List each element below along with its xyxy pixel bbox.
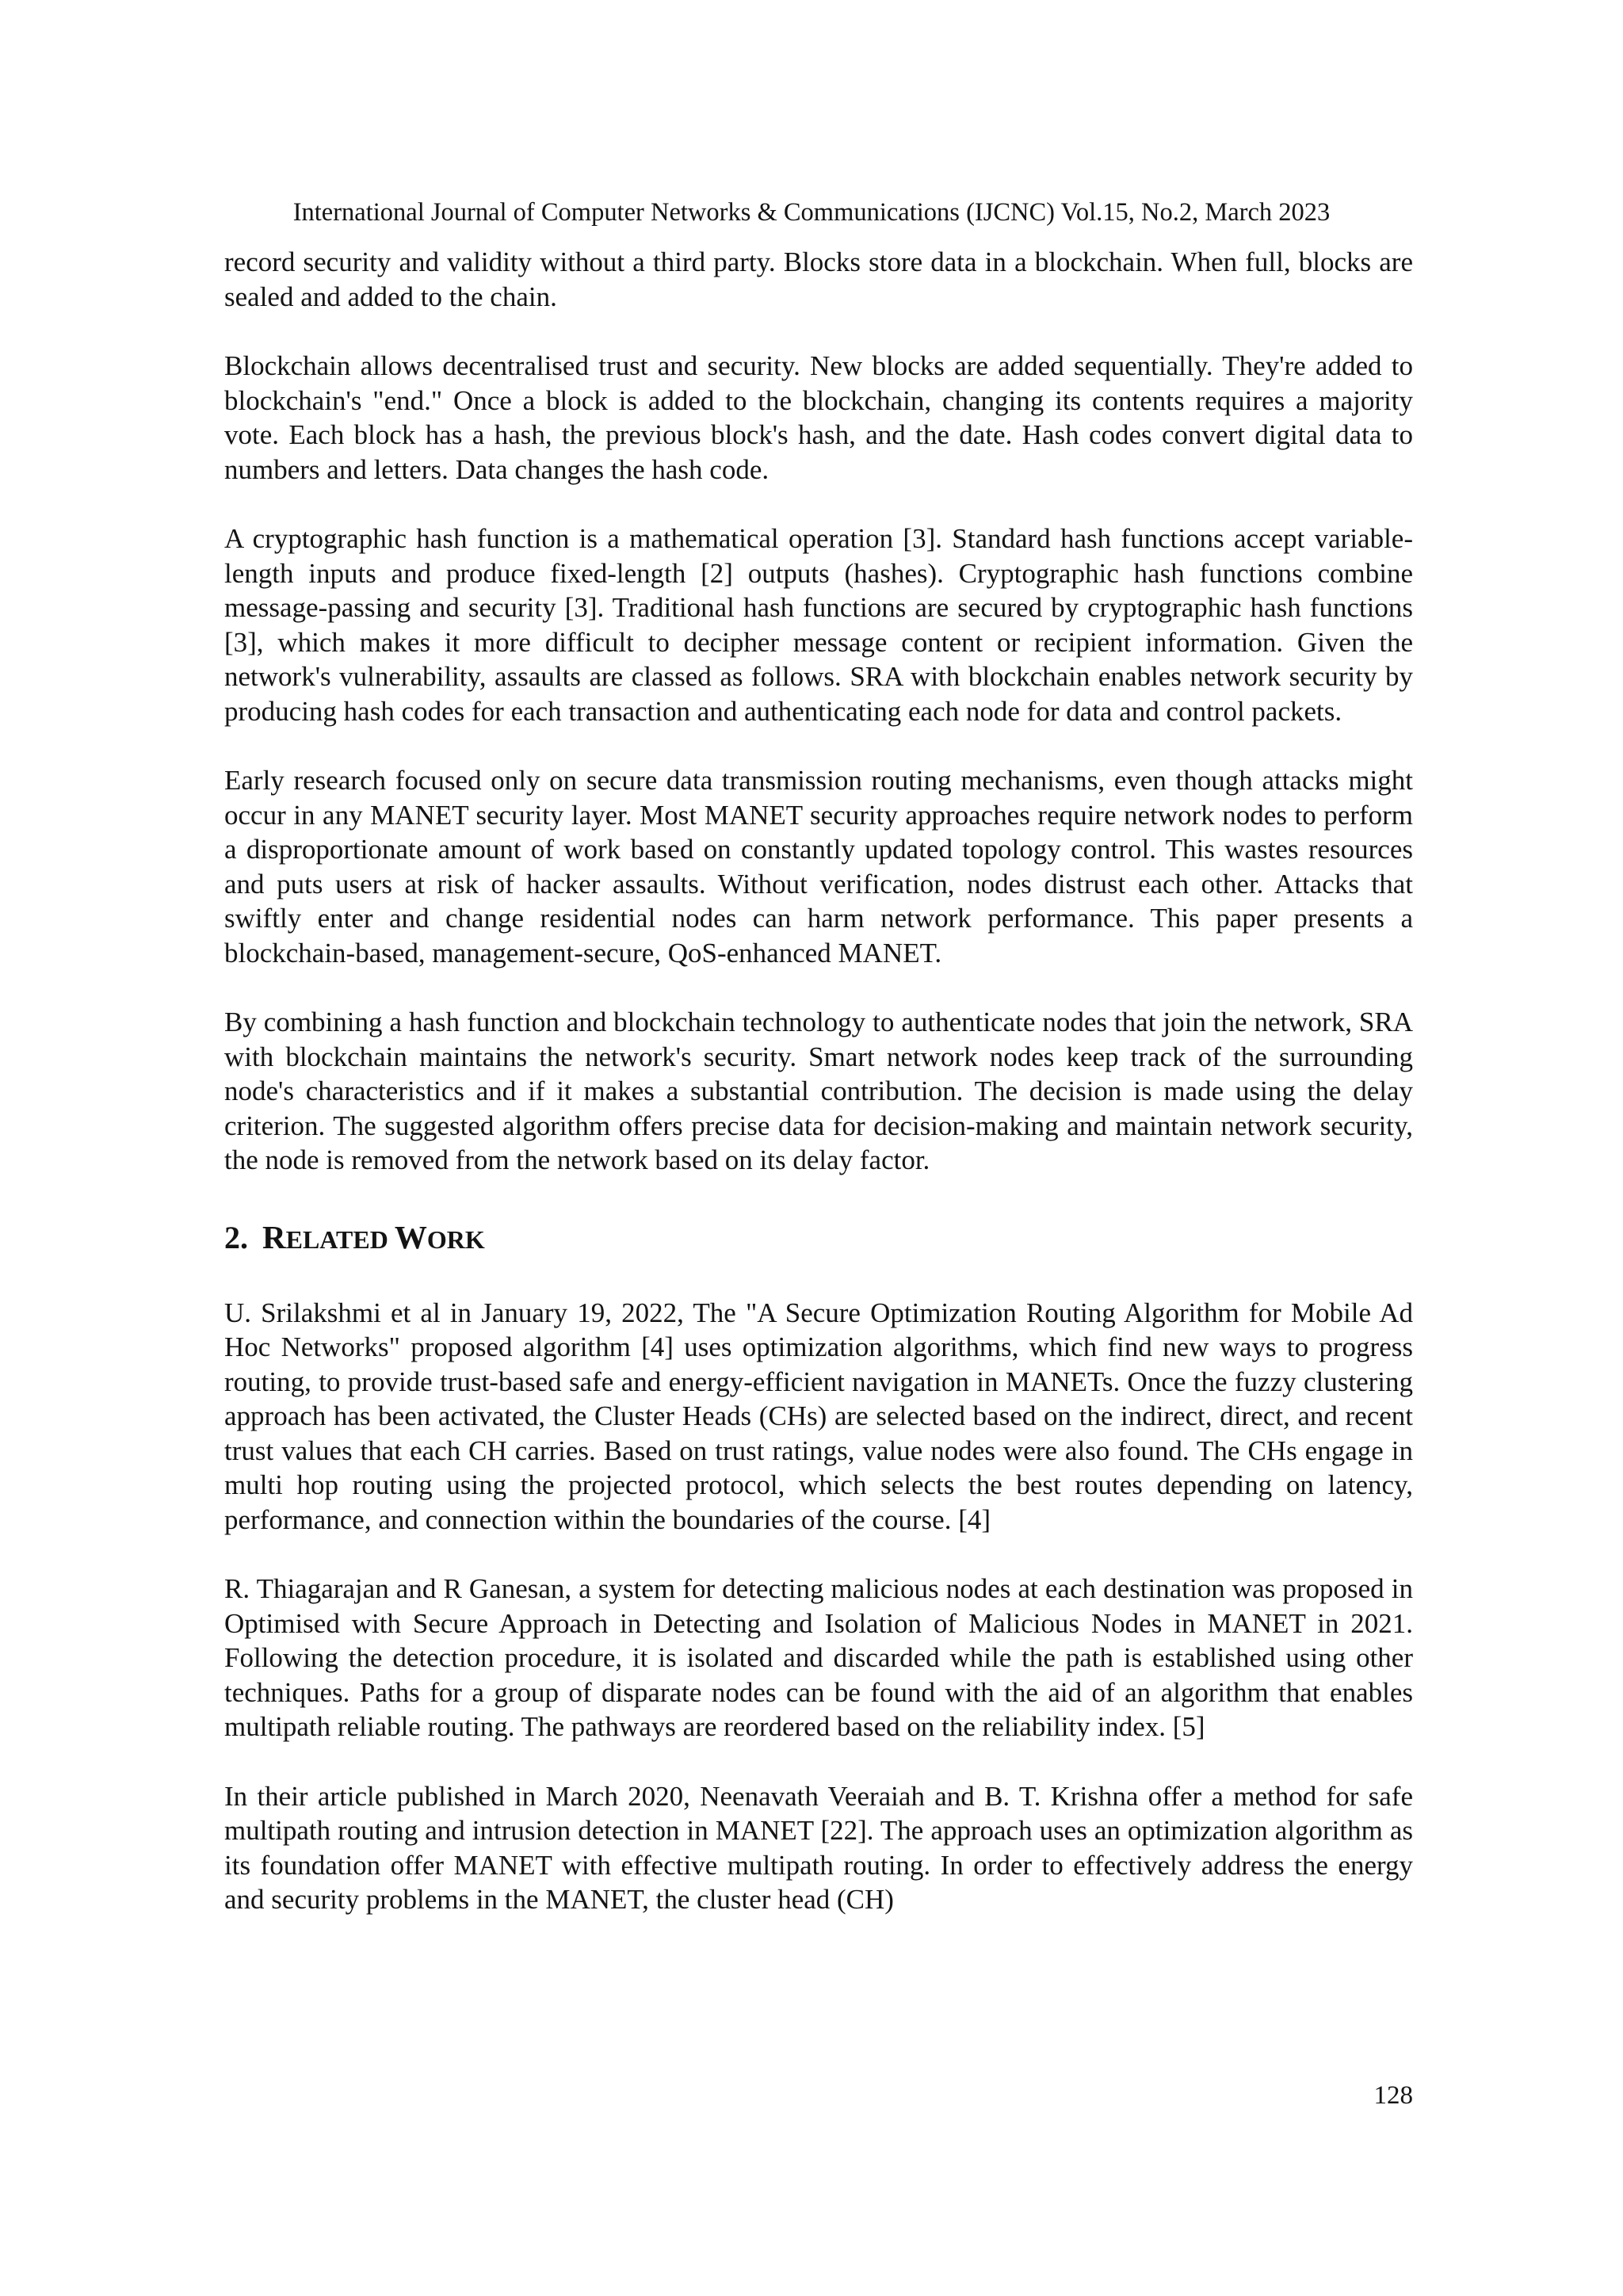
page-number: 128 (1373, 2081, 1413, 2110)
section-title-initial-w: W (394, 1218, 427, 1255)
page-body (224, 245, 1413, 1952)
paragraph-sra-blockchain: By combining a hash function and blockchain technology to authenticate nodes that join the network, SRA with blockchain maintains the network's security. Smart network nodes keep track of the surrounding node's characteristics and if it makes a substantial contribution. The decision is made using the delay criterion. The suggested algorithm offers precise data for decision-making and maintain network security, the node is removed from the network based on its delay factor. (224, 1007, 1413, 1175)
section-title-elated: ELATED (285, 1224, 395, 1254)
paragraph-blockchain-trust: Blockchain allows decentralised trust and security. New blocks are added sequentially. They're added to blockchain's "end." Once a block is added to the blockchain, changing its contents requires a majority vote. Each block has a hash, the previous block's hash, and the date. Hash codes convert digital data to numbers and letters. Data changes the hash code. (224, 350, 1413, 485)
paragraph-early-research: Early research focused only on secure data transmission routing mechanisms, even though attacks might occur in any MANET security layer. Most MANET security approaches require network nodes to perform a disproportionate amount of work based on constantly updated topology control. This wastes resources and puts users at risk of hacker assaults. Without verification, nodes distrust each other. Attacks that swiftly enter and change residential nodes can harm network performance. This paper presents a blockchain-based, management-secure, QoS-enhanced MANET. (224, 765, 1413, 968)
paragraph-hash-function: A cryptographic hash function is a mathematical operation [3]. Standard hash functions accept variable-length inputs and produce fixed-length [2] outputs (hashes). Cryptographic hash functions combine message-passing and security [3]. Traditional hash functions are secured by cryptographic hash functions [3], which makes it more difficult to decipher message content or recipient information. Given the network's vulnerability, assaults are classed as follows. SRA with blockchain enables network security by producing hash codes for each transaction and authenticating each node for data and control packets. (224, 523, 1413, 727)
section-title-initial-r: R (262, 1218, 286, 1255)
paragraph-srilakshmi: U. Srilakshmi et al in January 19, 2022, The "A Secure Optimization Routing Algorithm for Mobile Ad Hoc Networks" proposed algorithm [4] uses optimization algorithms, which find new ways to progress routing, to provide trust-based safe and energy-efficient navigation in MANETs. Once the fuzzy clustering approach has been activated, the Cluster Heads (CHs) are selected based on the indirect, direct, and recent trust values that each CH carries. Based on trust ratings, value nodes were also found. The CHs engage in multi hop routing using the projected protocol, which selects the best routes depending on latency, performance, and connection within the boundaries of the course. [4] (224, 1297, 1413, 1535)
paragraph-blocks-sealed: record security and validity without a third party. Blocks store data in a blockchain. When full, blocks are sealed and added to the chain. (224, 246, 1413, 312)
section-title-ork: ORK (426, 1224, 485, 1254)
paragraph-veeraiah: In their article published in March 2020, Neenavath Veeraiah and B. T. Krishna offer a method for safe multipath routing and intrusion detection in MANET [22]. The approach uses an optimization algorithm as its foundation offer MANET with effective multipath routing. In order to effectively address the energy and security problems in the MANET, the cluster head (CH) (224, 1780, 1413, 1915)
section-number: 2. (224, 1219, 248, 1255)
section-heading-related-work (224, 1217, 1413, 1259)
journal-header: International Journal of Computer Networks & Communications (IJCNC) Vol.15, No.2, March 2023 (292, 198, 1331, 227)
paragraph-thiagarajan: R. Thiagarajan and R Ganesan, a system for detecting malicious nodes at each destination was proposed in Optimised with Secure Approach in Detecting and Isolation of Malicious Nodes in MANET in 2021. Following the detection procedure, it is isolated and discarded while the path is established using other techniques. Paths for a group of disparate nodes can be found with the aid of an algorithm that enables multipath reliable routing. The pathways are reordered based on the reliability index. [5] (224, 1573, 1413, 1742)
